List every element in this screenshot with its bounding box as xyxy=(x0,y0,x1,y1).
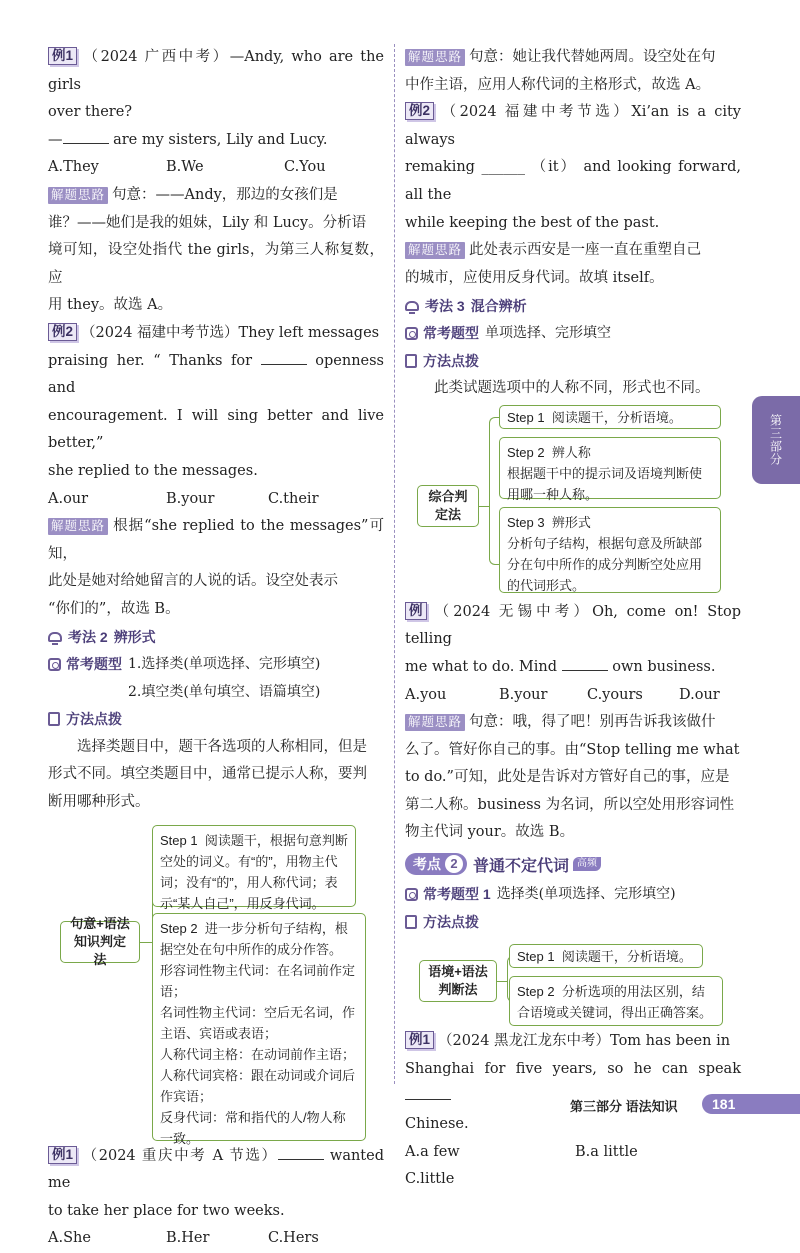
analysis-line: 第二人称。business 为名词，所以空处用形容词性 xyxy=(405,796,735,813)
example-1-line-3: — are my sisters, Lily and Lucy. xyxy=(48,131,328,148)
example-4-analysis: 解题思路 此处表示西安是一座一直在重塑自己 xyxy=(405,237,741,265)
example-2-analysis: 解题思路 根据“she replied to the messages”可知， xyxy=(48,518,384,562)
method-2-heading: 考法 2 辨形式 xyxy=(48,623,384,651)
example-5-line-2: me what to do. Mind own business. xyxy=(405,658,716,675)
right-column xyxy=(405,44,741,1194)
answer-blank xyxy=(63,132,109,144)
example-2-line-4: she replied to the messages. xyxy=(48,462,258,479)
step-3-box: Step 3 辨形式 分析句子结构，根据句意及所缺部分在句中所作的成分判断空处应用的代词形式。 xyxy=(499,507,721,593)
option: B.We xyxy=(166,159,204,176)
example-2-line-2: praising her. “ Thanks for openness and xyxy=(48,352,384,397)
section-side-tab: 第三部分 xyxy=(752,396,800,484)
hat-icon xyxy=(48,632,62,642)
example-tag: 例 xyxy=(405,602,427,620)
frequency-badge: 高频 xyxy=(573,857,601,871)
method-3-heading: 考法 3 混合辨析 xyxy=(405,292,741,320)
option: C.yours xyxy=(587,686,643,703)
example-3-options xyxy=(48,1225,384,1253)
example-6-line-3: Chinese. xyxy=(405,1116,469,1133)
example-6-options xyxy=(405,1139,741,1167)
option: B.a little xyxy=(575,1143,638,1160)
common-question-types: 常考题型 1.选择类(单项选择、完形填空) 2.填空类(单句填空、语篇填空) xyxy=(48,651,384,706)
answer-blank xyxy=(278,1148,324,1160)
common-question-types: 常考题型 单项选择、完形填空 xyxy=(405,320,741,348)
example-6-line-2: Shanghai for five years, so he can speak xyxy=(405,1056,741,1111)
option: C.their xyxy=(268,490,319,507)
footer-section-title: 第三部分 语法知识 xyxy=(570,1099,678,1114)
method-tips-heading: 方法点拨 xyxy=(405,909,741,937)
option: A.our xyxy=(48,490,89,507)
tip-line: 断用哪种形式。 xyxy=(48,794,150,811)
option: B.Her xyxy=(166,1230,210,1247)
method-tips-heading: 方法点拨 xyxy=(405,348,741,376)
method-tips-heading: 方法点拨 xyxy=(48,706,384,734)
analysis-line: 用 they。故选 A。 xyxy=(48,297,173,314)
example-tag: 例1 xyxy=(48,47,77,65)
common-question-types: 常考题型 1 选择类(单项选择、完形填空) xyxy=(405,881,741,909)
option: A.They xyxy=(48,159,99,176)
example-tag: 例2 xyxy=(405,102,434,120)
analysis-line: 境可知，设空处指代 the girls，为第三人称复数，应 xyxy=(48,242,384,286)
step-2-box: Step 2 分析选项的用法区别，结合语境或关键词，得出正确答案。 xyxy=(509,976,723,1026)
example-5-line-1: 例 （2024 无锡中考）Oh, come on! Stop telling xyxy=(405,602,741,648)
column-divider xyxy=(394,44,395,1084)
analysis-line: 么了。管好你自己的事。由“Stop telling me what xyxy=(405,741,740,758)
diagram-center-box: 语境+语法判断法 xyxy=(419,960,497,1002)
example-tag: 例1 xyxy=(48,1146,77,1164)
option: C.Hers xyxy=(268,1230,319,1247)
example-1-analysis: 解题思路 句意：——Andy，那边的女孩们是 xyxy=(48,182,384,210)
option: A.She xyxy=(48,1230,91,1247)
option: A.a few xyxy=(405,1143,460,1160)
example-4-line-1: 例2 （2024 福建中考节选）Xi’an is a city always xyxy=(405,103,741,148)
option: A.you xyxy=(405,686,447,703)
example-5-options xyxy=(405,682,741,710)
example-3-analysis: 解题思路 句意：她让我代替她两周。设空处在句 xyxy=(405,44,741,72)
analysis-line: 此处是她对给她留言的人说的话。设空处表示 xyxy=(48,573,338,590)
example-1-options xyxy=(48,154,384,182)
method-3-diagram xyxy=(405,405,741,599)
example-4-line-3: while keeping the best of the past. xyxy=(405,214,660,231)
example-1-line-2: over there? xyxy=(48,104,133,121)
answer-blank xyxy=(261,353,307,365)
analysis-line: 的城市，应使用反身代词。故填 itself。 xyxy=(405,269,664,286)
example-tag: 例2 xyxy=(48,323,77,341)
tip-line: 此类试题选项中的人称不同，形式也不同。 xyxy=(434,380,710,397)
document-icon xyxy=(48,712,60,726)
option: B.your xyxy=(166,490,215,507)
step-1-box: Step 1 阅读题干，根据句意判断空处的词义。有“的”，用物主代词；没有“的”，用人称代词；表示“某人自己”，用反身代词。 xyxy=(152,825,356,907)
step-2-box: Step 2 辨人称 根据题干中的提示词及语境判断使用哪一种人称。 xyxy=(499,437,721,499)
step-1-box: Step 1 阅读题干，分析语境。 xyxy=(509,944,703,968)
example-3-line-2: to take her place for two weeks. xyxy=(48,1202,285,1219)
answer-blank xyxy=(562,659,608,671)
analysis-line: 物主代词 your。故选 B。 xyxy=(405,824,575,841)
document-icon xyxy=(405,354,417,368)
analysis-line: “你们的”，故选 B。 xyxy=(48,600,180,617)
tip-line: 形式不同。填空类题目中，通常已提示人称，要判 xyxy=(48,766,367,783)
tip-line: 选择类题目中，题干各选项的人称相同，但是 xyxy=(77,738,367,755)
target-icon xyxy=(405,327,418,340)
hat-icon xyxy=(405,301,419,311)
example-2-line-3: encouragement. I will sing better and live better,” xyxy=(48,407,384,452)
diagram-center-box: 综合判定法 xyxy=(417,485,479,527)
analysis-tag: 解题思路 xyxy=(48,518,108,535)
example-3-line-1: 例1 （2024 重庆中考 A 节选） wanted me xyxy=(48,1146,384,1192)
kaodian-2-heading: 考点 2 普通不定代词 高频 xyxy=(405,849,741,879)
analysis-line: 中作主语，应用人称代词的主格形式，故选 A。 xyxy=(405,76,711,93)
example-2-line-1: 例2 （2024 福建中考节选）They left messages xyxy=(48,320,384,348)
step-1-box: Step 1 阅读题干，分析语境。 xyxy=(499,405,721,429)
analysis-line: to do.”可知，此处是告诉对方管好自己的事，应是 xyxy=(405,769,730,786)
example-5-analysis: 解题思路 句意：哦，得了吧！别再告诉我该做什 xyxy=(405,709,741,737)
analysis-line: 谁？——她们是我的姐妹，Lily 和 Lucy。分析语 xyxy=(48,214,367,231)
kaodian-2-diagram xyxy=(405,944,741,1028)
target-icon xyxy=(405,888,418,901)
analysis-tag: 解题思路 xyxy=(48,187,108,204)
left-column xyxy=(48,44,384,1253)
target-icon xyxy=(48,658,61,671)
document-icon xyxy=(405,915,417,929)
option: D.our xyxy=(679,686,720,703)
example-tag: 例1 xyxy=(405,1031,434,1049)
analysis-tag: 解题思路 xyxy=(405,714,465,731)
kaodian-badge: 考点 2 xyxy=(405,853,467,875)
option: C.You xyxy=(284,159,326,176)
example-2-options xyxy=(48,486,384,514)
page-footer xyxy=(0,1094,800,1114)
example-4-line-2: remaking ______ （it） and looking forward, all the xyxy=(405,159,741,203)
option: C.little xyxy=(405,1171,455,1188)
analysis-tag: 解题思路 xyxy=(405,49,465,66)
step-2-box: Step 2 进一步分析句子结构，根据空处在句中所作的成分作答。 形容词性物主代词：在名词前作定语； 名词性物主代词：空后无名词，作主语、宾语或表语； 人称代词主格：在动词前作主语； 人称代词宾格：跟在动词或介词后作宾语； 反身代词：常和指代的人/物人称一致。 xyxy=(152,913,366,1141)
option: B.your xyxy=(499,686,548,703)
example-1-line-1: 例1 （2024 广西中考）—Andy, who are the girls xyxy=(48,48,384,93)
page-number: 181 xyxy=(702,1094,800,1114)
analysis-tag: 解题思路 xyxy=(405,242,465,259)
example-6-line-1: 例1 （2024 黑龙江龙东中考）Tom has been in xyxy=(405,1028,741,1056)
diagram-center-box: 句意+语法知识判定法 xyxy=(60,921,140,963)
